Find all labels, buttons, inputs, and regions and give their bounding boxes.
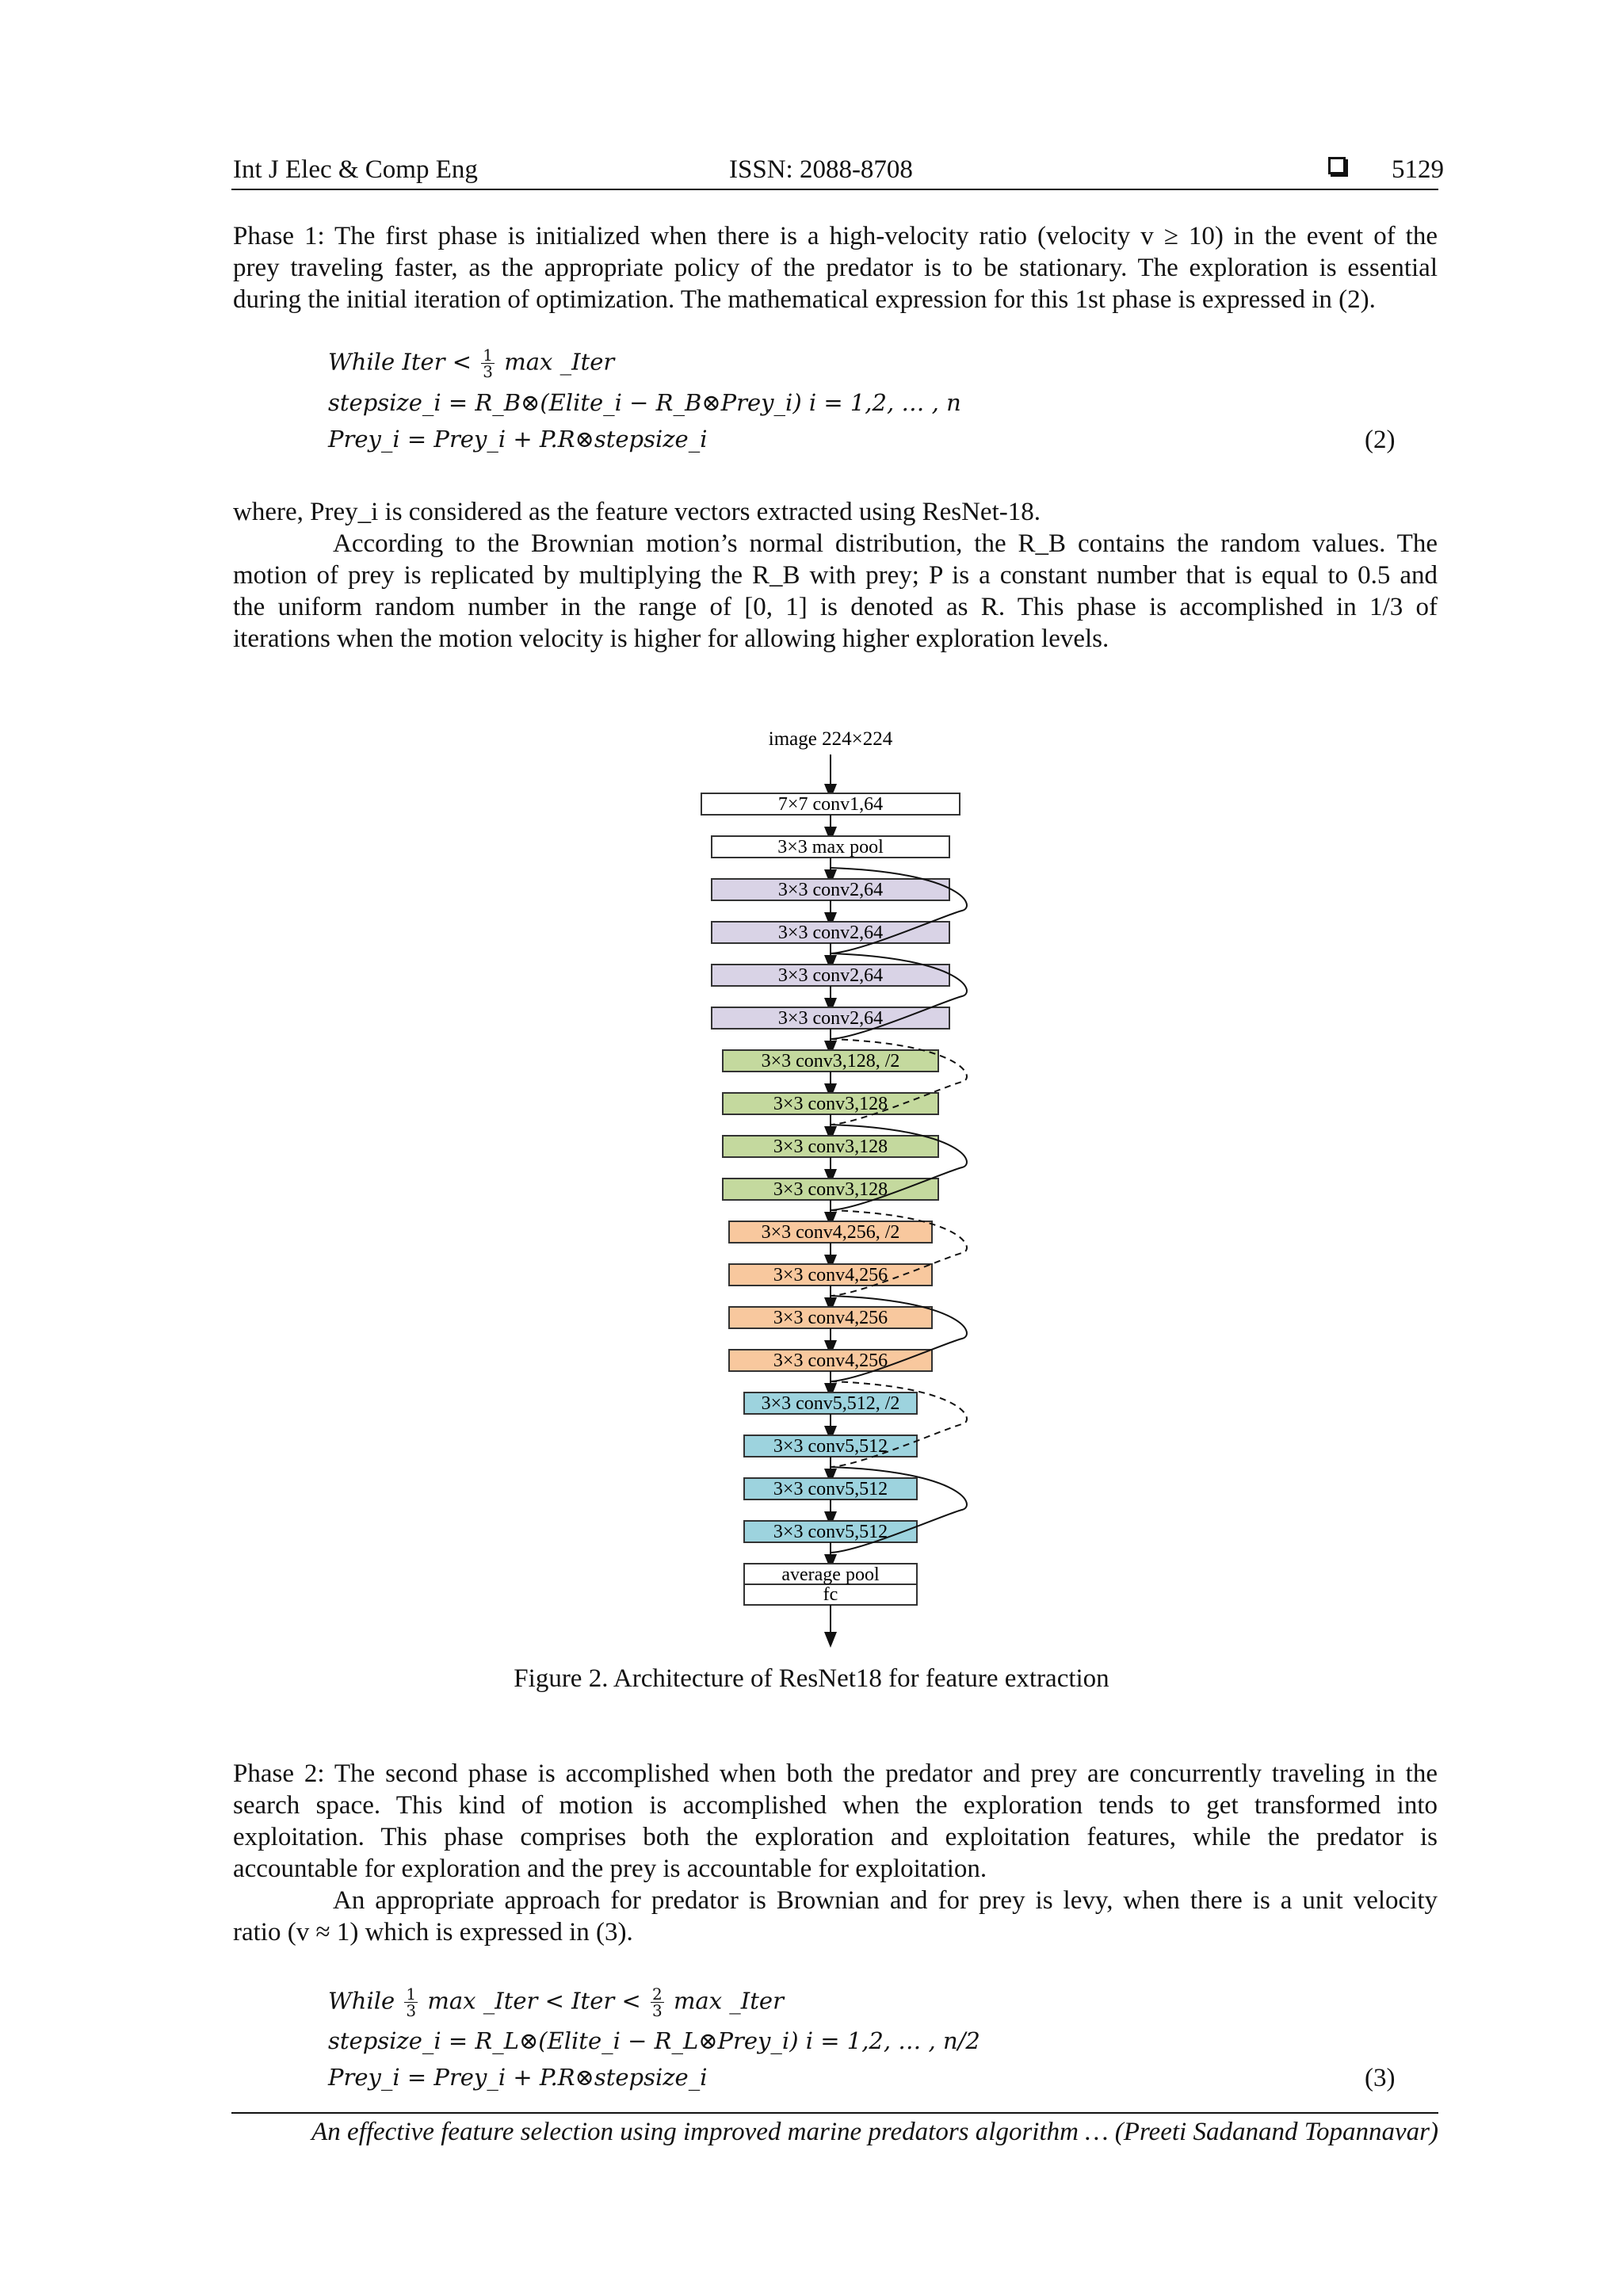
- equation-3-line-3: Prey_i = Prey_i + P.R⊗stepsize_i: [328, 2064, 708, 2091]
- layer-label: 3×3 conv3,128: [773, 1179, 888, 1200]
- text-line: According to the Brownian motion’s normal distribution, the R_B contains the random values. The: [333, 529, 1438, 558]
- phase2-paragraph: [233, 1758, 1438, 1948]
- text-line: during the initial iteration of optimization. The mathematical expression for this 1st phase is expressed in (2).: [233, 285, 1376, 314]
- layer-label: 3×3 conv4,256: [773, 1265, 888, 1286]
- text-line: exploitation. This phase comprises both the exploration and exploitation features, while the predator is: [233, 1823, 1438, 1851]
- footer-rule: [231, 2112, 1438, 2114]
- layer-label: 3×3 conv2,64: [777, 1008, 884, 1029]
- layer-label: 3×3 conv5,512: [773, 1479, 888, 1499]
- running-footer: An effective feature selection using improved marine predators algorithm … (Preeti Sadanand Topannavar): [311, 2118, 1438, 2146]
- frac-num: 1: [483, 346, 494, 365]
- text-line: An appropriate approach for predator is Brownian and for prey is levy, when there is a unit velocity: [333, 1886, 1438, 1915]
- text-line: ratio (v ≈ 1) which is expressed in (3).: [233, 1918, 633, 1946]
- layer-label: 3×3 conv2,64: [777, 965, 884, 986]
- text-line: the uniform random number in the range of [0, 1] is denoted as R. This phase is accomplished in 1/3 of: [233, 593, 1438, 621]
- layer-label: 3×3 max pool: [777, 837, 884, 858]
- frac-den: 3: [406, 2001, 417, 2020]
- layer-label: 3×3 conv2,64: [777, 880, 884, 900]
- equation-3-number: (3): [1365, 2064, 1396, 2092]
- fraction: [404, 1986, 418, 2019]
- layer-label: 3×3 conv5,512, /2: [761, 1393, 900, 1414]
- frac-den: 3: [483, 362, 494, 381]
- text-line: iterations when the motion velocity is higher for allowing higher exploration levels.: [233, 625, 1109, 653]
- eq-text: max _Iter: [504, 348, 615, 376]
- layer-label: 7×7 conv1,64: [777, 794, 884, 815]
- layer-label: 3×3 conv5,512: [773, 1522, 888, 1542]
- layer-label: 3×3 conv3,128: [773, 1094, 888, 1114]
- fraction: [651, 1986, 664, 2019]
- pool-label: average pool: [781, 1564, 880, 1585]
- eq-text: max _Iter: [673, 1987, 784, 2015]
- text-line: prey traveling faster, as the appropriate policy of the predator is to be stationary. The exploration is essential: [233, 254, 1438, 282]
- layer-label: 3×3 conv4,256: [773, 1350, 888, 1371]
- layer-label: 3×3 conv5,512: [773, 1436, 888, 1457]
- text-line: search space. This kind of motion is accomplished when the exploration tends to get transformed into: [233, 1791, 1438, 1820]
- journal-name: Int J Elec & Comp Eng: [233, 155, 478, 184]
- text-line: where, Prey_i is considered as the feature vectors extracted using ResNet-18.: [233, 498, 1041, 526]
- equation-3-line-1: [328, 1986, 784, 2019]
- text-line: motion of prey is replicated by multiplying the R_B with prey; P is a constant number that is equal to 0.5 and: [233, 561, 1438, 590]
- layer-blocks: [701, 755, 960, 1640]
- equation-3-line-2: stepsize_i = R_L⊗(Elite_i − R_L⊗Prey_i) i = 1,2, … , n/2: [328, 2027, 980, 2054]
- text-line: Phase 1: The first phase is initialized when there is a high-velocity ratio (velocity v ≥ 10) in the event of the: [233, 222, 1438, 250]
- frac-num: 1: [406, 1985, 417, 2004]
- layer-label: 3×3 conv2,64: [777, 923, 884, 943]
- input-label: image 224×224: [768, 728, 893, 750]
- layer-label: 3×3 conv4,256: [773, 1308, 888, 1328]
- text-line: Phase 2: The second phase is accomplished when both the predator and prey are concurrently traveling in the: [233, 1759, 1438, 1788]
- fc-label: fc: [823, 1584, 838, 1605]
- equation-2-number: (2): [1365, 426, 1396, 454]
- page-number: 5129: [1392, 155, 1444, 184]
- frac-den: 3: [651, 2001, 663, 2020]
- frac-num: 2: [651, 1985, 663, 2004]
- issn: ISSN: 2088-8708: [729, 155, 913, 184]
- equation-2-line-3: Prey_i = Prey_i + P.R⊗stepsize_i: [328, 426, 708, 453]
- text-line: accountable for exploration and the prey is accountable for exploitation.: [233, 1855, 987, 1883]
- layer-label: 3×3 conv3,128: [773, 1137, 888, 1157]
- equation-2-line-2: stepsize_i = R_B⊗(Elite_i − R_B⊗Prey_i) i = 1,2, … , n: [328, 389, 961, 416]
- eq-text: max _Iter < Iter <: [427, 1987, 641, 2015]
- eq-text: While: [328, 1987, 395, 2015]
- layer-label: 3×3 conv3,128, /2: [761, 1051, 900, 1072]
- eq-text: While Iter <: [328, 348, 472, 376]
- layer-label: 3×3 conv4,256, /2: [761, 1222, 900, 1243]
- figure-caption: Figure 2. Architecture of ResNet18 for feature extraction: [514, 1664, 1109, 1693]
